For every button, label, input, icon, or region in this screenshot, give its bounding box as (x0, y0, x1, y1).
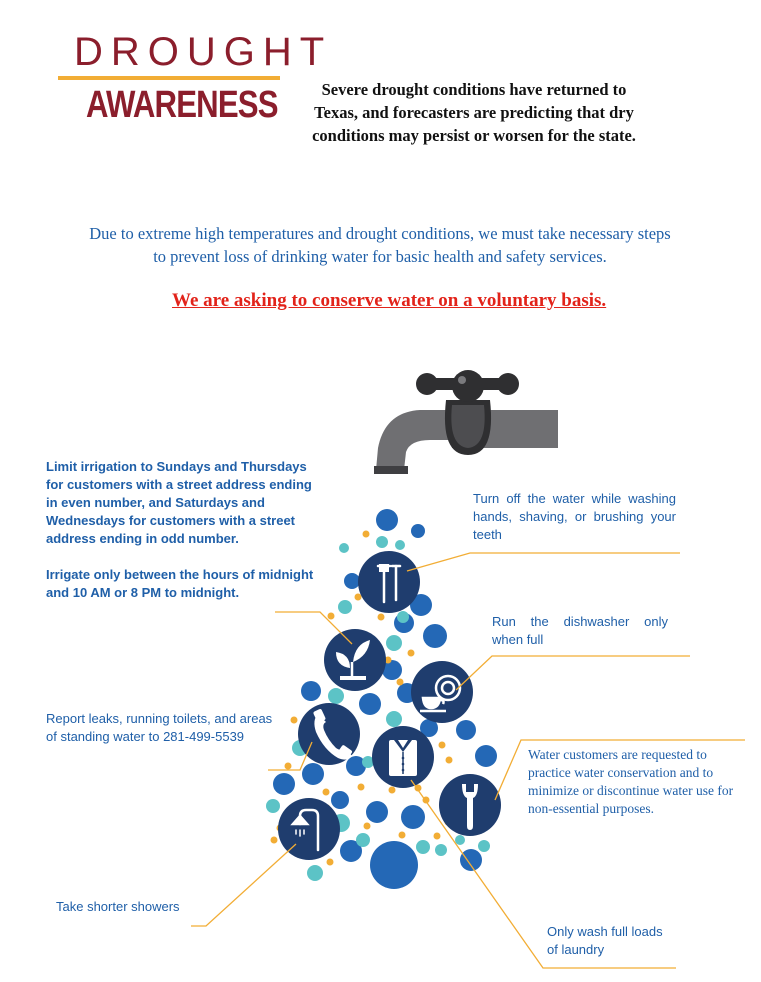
voluntary-request: We are asking to conserve water on a voluntary basis. (172, 290, 607, 311)
conservation-paragraph: Due to extreme high temperatures and drought conditions, we must take necessary steps to prevent loss of drinking water for basic health and safety services. (89, 224, 671, 266)
title-drought: DROUGHT (74, 30, 333, 74)
tip-laundry: Only wash full loads of laundry (547, 924, 663, 957)
tip-shorter-showers: Take shorter showers (56, 899, 180, 914)
shirt-icon (389, 740, 417, 776)
tip-conservation: Water customers are requested to practice water conservation and to minimize or discontinue water use for non-essential purposes. (528, 747, 734, 816)
tip-irrigation-hours: Irrigate only between the hours of midnight and 10 AM or 8 PM to midnight. (46, 567, 314, 600)
faucet-icon (374, 370, 558, 474)
title-awareness: AWARENESS (86, 84, 278, 126)
tip-dishwasher: Run the dishwasher only when full (492, 614, 668, 647)
tip-faucet: Turn off the water while washing hands, shaving, or brushing your teeth (473, 491, 676, 542)
tip-report-leaks: Report leaks, running toilets, and areas of standing water to 281-499-5539 (46, 711, 273, 744)
intro-text: Severe drought conditions have returned to Texas, and forecasters are predicting that dry conditions may persist or worsen for the state. (312, 80, 636, 145)
tip-irrigation-days: Limit irrigation to Sundays and Thursdays for customers with a street address ending in even number, and Saturdays and Wednesdays for customers with a street address ending in odd number. (46, 459, 312, 546)
